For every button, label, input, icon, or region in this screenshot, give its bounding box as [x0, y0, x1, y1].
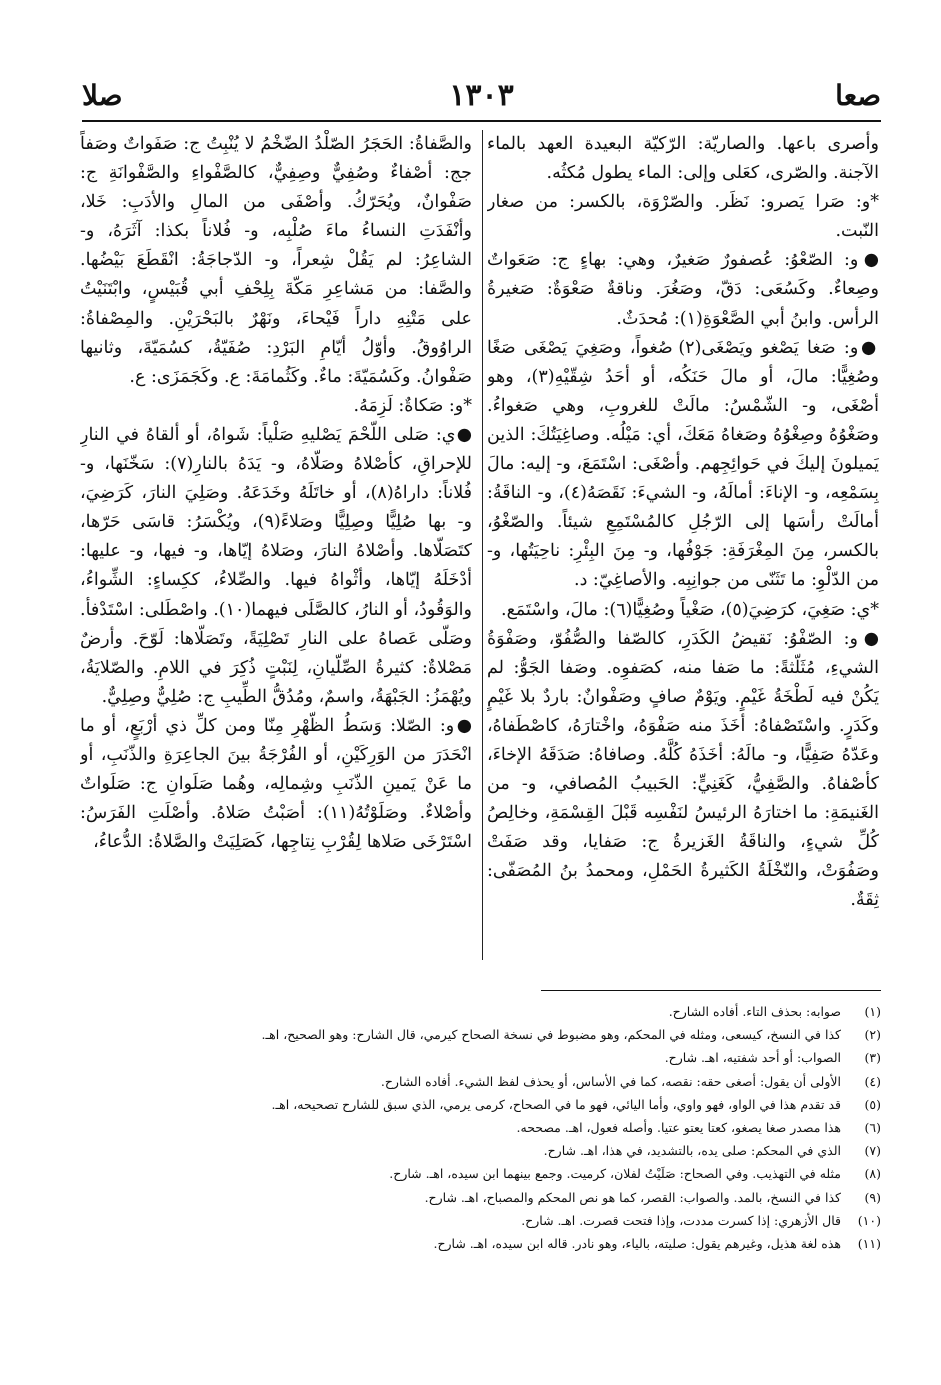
entry-paragraph: وأصرى باعها. والصاريّة: الرّكيّة البعيدة العهد بالماء الآجنة. والصّرى، كعَلى وإلى: الماء يطول مُكثُه. [487, 134, 879, 184]
page-number: ١٣٠٣ [449, 78, 514, 113]
entry-paragraph: ●و: الصّلا: وَسَطُ الظّهْرِ مِنّا ومن كلِّ ذي أرْبَعٍ، أو ما انْحَدَرَ من الوَرِكَيْنِ، أو الفُرْجَةُ بينَ الجاعِرَةِ والذّنَبِ، أو ما عَنْ يَمينِ الذّنَبِ وشِمالِه، وهُما صَلَوانِ ج: صَلَواتٌ وأصْلاءٌ. وصَلَوْتُهُ(١١): أصَبْتُ صَلاهُ. وأصْلَتِ الفَرَسُ: اسْتَرْخَى صَلاها لِقُرْبِ نِتاجِها، كَصَلِيَتْ والصَّلاةُ: الدُّعاءُ، [80, 715, 472, 853]
entry-paragraph: ●و: الصّفْوُ: نَقيضُ الكَدَرِ، كالصّفا والصُّفُوّ، وصَفْوَةُ الشيءِ، مُثَلّثةً: ما صَفا منه، كصَفوِه. وصَفا الجَوُّ: لم يَكُنْ فيه لَطْخَةُ غَيْمٍ. ويَوْمٌ صافٍ وصَفْوانٌ: باردٌ بلا غَيْمٍ وكَدَرٍ. واسْتَصْفاهُ: أخَذَ منه صَفْوَهُ، واخْتارَهُ، كاصْطَفاهُ، وعَدّهُ صَفِيًّا، و- مالَهُ: أخَذَهُ كُلَّهُ. وصافاهُ: صَدَقَهُ الإخاءَ، كأصْفاهُ. والصَّفِيُّ، كَغَنِيٍّ: الحَبيبُ المُصافي، و- من الغَنيمَةِ: ما اختارَهُ الرئيسُ لنَفْسِه قَبْلَ القِسْمَةِ، وخالِصُ كُلِّ شيءٍ، والناقَةُ الغَزيرةُ ج: صَفايا، وقد صَفَتْ وصَفُوَتْ، والنّخْلَةُ الكَثيرةُ الحَمْلِ، ومحمدُ بنُ المُصَفّى: ثِقَةٌ. [487, 628, 879, 911]
header-root-word-end: صلا [82, 79, 123, 112]
entry-paragraph: ●و: صَغا يَصْغو ويَصْغَى(٢) صُغواً، وصَغِيَ يَصْغَى صَغًا وصُغِيًّا: مالَ، أو مالَ حَنَكُه، أو أحَدُ شِقّيْهِ(٣)، وهو أصْغَى، و- الشّمْسُ: مالَتْ للغروبِ، وهي صَغواءُ. وصَغْوُهُ وصِغْوُهُ وصَغاهُ مَعَكَ، أي: مَيْلُه. وصاغِيَتُكَ: الذين يَميلونَ إليكَ في حَوائِجِهم. وأصْغَى: اسْتَمَعَ، و- إليه: مالَ بِسَمْعِه، و- الإناءَ: أمالَهُ، و- الشيءَ: نَقَصَهُ(٤)، و- الناقَةُ: أمالَتْ رأسَها إلى الرّجُلِ كالمُسْتَمِعِ شيئاً. والصّغْوُ، بالكسر، مِنَ المِغْرَفَةِ: جَوْفُها، و- مِنَ البِئْرِ: ناحِيَتُها، و- من الدّلْوِ: ما تَثَنّى من جوانِبِه. والأصاغِيّ: د. [487, 337, 879, 591]
footnote [82, 1000, 881, 1023]
entry-paragraph: *و: صَكاةٌ: لَزِمَهُ. [353, 395, 472, 416]
footnote [82, 1023, 881, 1046]
footnote-text: هذه لغة هذيل، وغيرهم يقول: صليته، بالياء، وهو نادر. قاله ابن سيده، اهـ. شارح. [433, 1236, 841, 1252]
footnote [82, 1162, 881, 1185]
header-root-word-start: صعا [835, 79, 881, 112]
footnote [82, 1116, 881, 1139]
footnote [82, 1209, 881, 1232]
footnote-text: كذا في النسخ، كيسعى، ومثله في المحكم، وهو مضبوط في نسخة الصحاح كيرمي، قال الشارح: وهو الصحيح، اهـ. [261, 1027, 841, 1043]
column-divider [482, 130, 483, 960]
footnotes [82, 1000, 881, 1255]
footnote-text: مثله في التهذيب. وفي الصحاح: صَلَيْتُ لفلان، كرميت. وجمع بينهما ابن سيده، اهـ. شارح. [389, 1166, 841, 1182]
footnote-text: الأولى أن يقول: أصغى حقه: نقصه، كما في الأساس، أو يحذف لفظ الشيء. أفاده الشارح. [380, 1073, 841, 1089]
footnote-rule [541, 990, 881, 991]
footnote [82, 1186, 881, 1209]
entry-paragraph: والصَّفاةُ: الحَجَرُ الصّلْدُ الضّخْمُ لا يُنْبِتُ ج: صَفَواتٌ وصَفاً جج: أصْفاءٌ وصُفِيٌّ وصِفِيٌّ، كالصَّفْواءِ والصَّفْوانَةِ ج: صَفْوانٌ، ويُحَرّكُ. وأصْفَى من المالِ والأدَبِ: خَلا، وأنْفَدَتِ النساءُ ماءَ صُلْبِه، و- فُلاناً بكذا: آثَرَهُ، و- الشاعِرُ: لم يَقُلْ شِعراً، و- الدّجاجَةُ: انْقَطَعَ بَيْضُها. والصَّفا: من مَشاعِرِ مَكّةَ بِلِحْفِ أبي قُبَيْسٍ، وابْتَنَيْتُ على مَتْنِهِ داراً فَيْحاءَ، ونَهْرٌ بالبَحْرَيْنِ. والمِصْفاةُ: الراوُوقُ. وأوّلُ أيّامِ البَرْدِ: صُفَيّةُ، كسُمَيّةَ، وثانيها صَفْوانُ. وكَسُمَيّةَ: ماءٌ. وكَثُمامَةَ: ع. وكَجَمَزَى: ع. [80, 134, 472, 387]
footnote-number: (١) [864, 1004, 881, 1019]
footnote-text: هذا مصدر صغا يصغو، كعتا يعتو عتيا. وأصله فعول، اهـ. مصححه. [516, 1120, 841, 1136]
footnote-number: (١٠) [857, 1212, 881, 1228]
footnote-number: (٩) [864, 1189, 881, 1205]
footnote-text: الصواب: أو أحد شفتيه، اهـ. شارح. [664, 1050, 841, 1066]
footnote-number: (٢) [864, 1027, 881, 1043]
footnote [82, 1139, 881, 1162]
footnote [82, 1046, 881, 1069]
entry-paragraph: *و: صَرا يَصرو: نَظَر. والصّرْوَة، بالكسر: من صغار النّبت. [487, 192, 879, 242]
footnote-number: (٤) [864, 1073, 881, 1089]
footnote-text: الذي في المحكم: صلى يده، بالتشديد، في هذا، اهـ. شارح. [543, 1143, 841, 1159]
footnote-number: (٣) [864, 1050, 881, 1066]
footnote [82, 1070, 881, 1093]
right-column [487, 130, 879, 960]
header-rule [82, 120, 881, 122]
footnote-text: صوابه: بحذف التاء. أفاده الشارح. [668, 1004, 841, 1019]
footnote-number: (٨) [864, 1166, 881, 1182]
footnote-number: (٥) [864, 1096, 881, 1112]
left-column [80, 130, 472, 960]
footnote-number: (٦) [864, 1120, 881, 1136]
entry-paragraph: ●ي: صَلى اللّحْمَ يَصْليهِ صَلْياً: شَواهُ، أو ألقاهُ في النارِ للإحراقِ، كأصْلاهُ وصَلّاهُ، و- يَدَهُ بالنارِ(٧): سَخّنَها، و- فُلاناً: داراهُ(٨)، أو خاتَلَهُ وخَدَعَهُ. وصَلِيَ النارَ، كَرَضِيَ، و- بها صُلِيًّا وصِلِيًّا وصَلاءً(٩)، ويُكْسَرُ: قاسَى حَرّها، كتَصَلّاها. وأصْلاهُ النارَ، وصَلاهُ إيّاها، و- فيها، و- عليها: أدْخَلَهُ إيّاها، وأثْواهُ فيها. والصِّلاءُ، ككِساءٍ: الشِّواءُ، والوَقُودُ، أو النارُ، كالصَّلَى فيهما(١٠). واصْطَلى: اسْتَدْفأ. وصَلّى عَصاهُ على النارِ تَصْلِيَةً، وتَصَلّاها: لَوّحَ. وأرضٌ مَصْلاةٌ: كثيرةُ الصِّلّيانِ، لِنَبْتٍ ذُكِرَ في اللامِ. والصّلايَةُ، ويُهْمَزُ: الجَبْهَةُ، واسمٌ، ومُدُقُّ الطِّيبِ ج: صُلِيٌّ وصِلِيٌّ. [80, 424, 472, 707]
footnote-number: (١١) [857, 1236, 881, 1252]
footnote-text: قد تقدم هذا في الواو، فهو واوي، وأما اليائي، فهو ما في الصحاح، كرمى يرمي، الذي سبق للشارح تصحيحه، اهـ. [271, 1096, 841, 1112]
footnote [82, 1232, 881, 1255]
footnote-number: (٧) [864, 1143, 881, 1159]
page-header [82, 76, 881, 120]
footnote-text: قال الأزهري: إذا كسرت مددت، وإذا فتحت قصرت. اهـ. شارح. [521, 1212, 841, 1228]
footnote-text: كذا في النسخ، بالمد. والصواب: القصر، كما هو نص المحكم والمصباح، اهـ. شارح. [424, 1189, 841, 1205]
entry-paragraph: *ي: صَغِيَ، كرَضِيَ(٥)، صَغْياً وصُغِيًّا(٦): مالَ، واسْتَمَع. [501, 599, 879, 620]
entry-paragraph: ●و: الصّعْوُ: عُصفورٌ صَغيرٌ، وهي: بهاءٍ ج: صَعَواتٌ وصِعاءٌ. وكَسُعَى: دَقّ، وصَغُرَ. وناقةٌ صَعْوَةٌ: صَغيرةُ الرأس. وابنُ أبي الصَّعْوَةِ(١): مُحدَثٌ. [487, 250, 879, 329]
footnote [82, 1093, 881, 1116]
